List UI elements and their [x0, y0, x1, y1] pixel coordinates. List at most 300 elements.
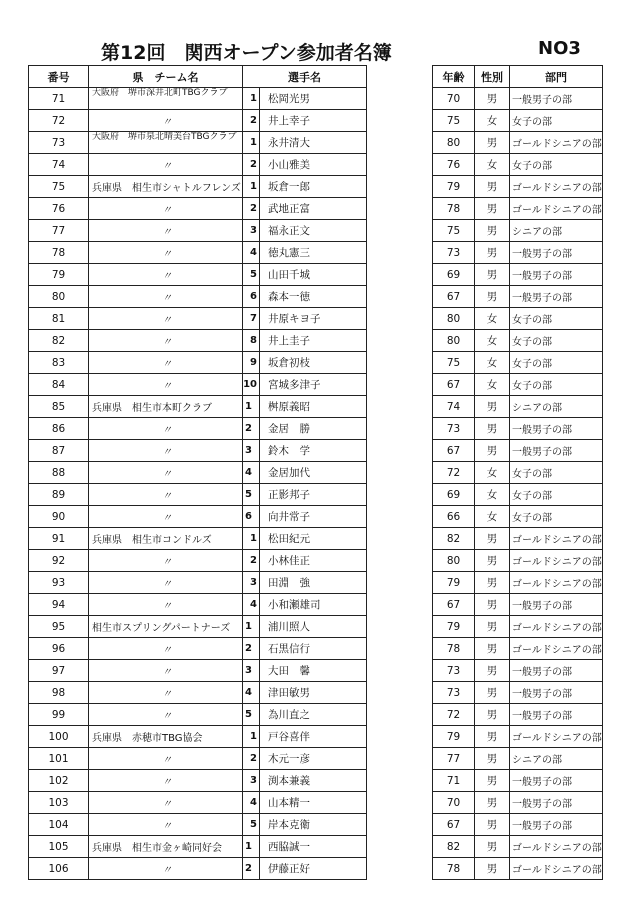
table-row: [433, 110, 603, 132]
player-age: 82: [433, 836, 475, 858]
header-age: 年齢: [433, 66, 475, 88]
player-division: 一般男子の部: [510, 440, 603, 462]
player-name: 浦川照人: [260, 616, 367, 638]
player-age: 79: [433, 176, 475, 198]
team-name: 大阪府 堺市泉北晴美台TBGクラブ: [89, 132, 243, 154]
player-sex: 女: [475, 462, 510, 484]
player-name: 正影邦子: [260, 484, 367, 506]
player-age: 80: [433, 550, 475, 572]
header-num: 番号: [29, 66, 89, 88]
entry-number: 84: [29, 374, 89, 396]
table-row: [433, 572, 603, 594]
entry-number: 73: [29, 132, 89, 154]
player-sex: 男: [475, 748, 510, 770]
team-name: 大阪府 堺市深井北町TBGクラブ: [89, 88, 243, 110]
team-name: 兵庫県 赤穂市TBG協会: [89, 726, 243, 748]
table-header-row: [29, 66, 367, 88]
player-age: 80: [433, 308, 475, 330]
player-age: 80: [433, 330, 475, 352]
player-order: 4: [243, 594, 260, 616]
player-division: 一般男子の部: [510, 682, 603, 704]
player-name: 福永正文: [260, 220, 367, 242]
team-name: 〃: [89, 550, 243, 572]
team-name: 兵庫県 相生市シャトルフレンズ: [89, 176, 243, 198]
player-age: 75: [433, 220, 475, 242]
player-order: 4: [243, 242, 260, 264]
player-age: 67: [433, 814, 475, 836]
table-row: [29, 154, 367, 176]
player-order: 1: [243, 726, 260, 748]
player-division: ゴールドシニアの部: [510, 726, 603, 748]
player-division: ゴールドシニアの部: [510, 550, 603, 572]
player-order: 4: [243, 792, 260, 814]
player-name: 向井常子: [260, 506, 367, 528]
table-row: [433, 462, 603, 484]
table-row: [29, 418, 367, 440]
player-division: ゴールドシニアの部: [510, 132, 603, 154]
table-row: [433, 528, 603, 550]
player-sex: 男: [475, 704, 510, 726]
team-name: 〃: [89, 154, 243, 176]
player-age: 73: [433, 660, 475, 682]
table-row: [433, 308, 603, 330]
table-row: [433, 286, 603, 308]
player-sex: 男: [475, 88, 510, 110]
team-name: 〃: [89, 748, 243, 770]
table-header-row: [433, 66, 603, 88]
player-age: 79: [433, 726, 475, 748]
player-division: 女子の部: [510, 330, 603, 352]
roster-table-right: [432, 65, 603, 880]
player-name: 坂倉初枝: [260, 352, 367, 374]
team-name: 〃: [89, 484, 243, 506]
entry-number: 77: [29, 220, 89, 242]
player-division: ゴールドシニアの部: [510, 616, 603, 638]
player-age: 69: [433, 484, 475, 506]
player-name: 松岡光男: [260, 88, 367, 110]
team-name: 〃: [89, 264, 243, 286]
player-order: 3: [243, 660, 260, 682]
table-row: [29, 748, 367, 770]
player-name: 森本一徳: [260, 286, 367, 308]
player-sex: 女: [475, 110, 510, 132]
header-sex: 性別: [475, 66, 510, 88]
table-row: [433, 660, 603, 682]
player-order: 2: [243, 748, 260, 770]
table-row: [29, 484, 367, 506]
table-row: [29, 330, 367, 352]
entry-number: 78: [29, 242, 89, 264]
player-sex: 男: [475, 242, 510, 264]
team-name: 相生市スプリングパートナーズ: [89, 616, 243, 638]
roster-table-left: [28, 65, 367, 880]
entry-number: 87: [29, 440, 89, 462]
player-division: 女子の部: [510, 462, 603, 484]
player-name: 西脇誠一: [260, 836, 367, 858]
entry-number: 104: [29, 814, 89, 836]
table-row: [29, 770, 367, 792]
player-division: 一般男子の部: [510, 418, 603, 440]
team-name: 〃: [89, 352, 243, 374]
table-row: [29, 616, 367, 638]
player-order: 3: [243, 440, 260, 462]
player-division: 女子の部: [510, 154, 603, 176]
player-sex: 男: [475, 220, 510, 242]
player-age: 79: [433, 616, 475, 638]
player-order: 1: [243, 132, 260, 154]
player-division: 女子の部: [510, 506, 603, 528]
table-row: [433, 484, 603, 506]
player-sex: 男: [475, 440, 510, 462]
player-division: 一般男子の部: [510, 770, 603, 792]
table-row: [29, 352, 367, 374]
player-sex: 男: [475, 198, 510, 220]
player-division: ゴールドシニアの部: [510, 858, 603, 880]
table-row: [433, 154, 603, 176]
table-row: [433, 242, 603, 264]
player-name: 為川直之: [260, 704, 367, 726]
entry-number: 99: [29, 704, 89, 726]
player-name: 鈴木 学: [260, 440, 367, 462]
player-division: シニアの部: [510, 748, 603, 770]
player-sex: 男: [475, 770, 510, 792]
page-number: NO3: [538, 38, 581, 59]
player-name: 宮城多津子: [260, 374, 367, 396]
player-division: 女子の部: [510, 484, 603, 506]
player-division: 一般男子の部: [510, 242, 603, 264]
entry-number: 102: [29, 770, 89, 792]
team-name: 〃: [89, 440, 243, 462]
player-order: 5: [243, 264, 260, 286]
player-age: 72: [433, 462, 475, 484]
player-name: 徳丸憲三: [260, 242, 367, 264]
team-name: 〃: [89, 418, 243, 440]
table-row: [433, 506, 603, 528]
player-sex: 男: [475, 528, 510, 550]
player-division: ゴールドシニアの部: [510, 638, 603, 660]
team-name: 〃: [89, 682, 243, 704]
player-division: 女子の部: [510, 308, 603, 330]
player-age: 78: [433, 638, 475, 660]
player-sex: 男: [475, 616, 510, 638]
table-row: [29, 858, 367, 880]
team-name: 兵庫県 相生市本町クラブ: [89, 396, 243, 418]
player-name: 小山雅美: [260, 154, 367, 176]
player-division: 一般男子の部: [510, 814, 603, 836]
table-row: [433, 594, 603, 616]
player-sex: 男: [475, 550, 510, 572]
player-age: 67: [433, 374, 475, 396]
player-age: 66: [433, 506, 475, 528]
entry-number: 83: [29, 352, 89, 374]
player-name: 坂倉一郎: [260, 176, 367, 198]
team-name: 〃: [89, 374, 243, 396]
player-age: 78: [433, 198, 475, 220]
table-row: [433, 264, 603, 286]
player-sex: 女: [475, 330, 510, 352]
table-row: [29, 726, 367, 748]
player-age: 67: [433, 286, 475, 308]
player-division: 一般男子の部: [510, 704, 603, 726]
player-name: 井上圭子: [260, 330, 367, 352]
player-order: 5: [243, 484, 260, 506]
player-order: 8: [243, 330, 260, 352]
entry-number: 92: [29, 550, 89, 572]
team-name: 〃: [89, 242, 243, 264]
table-row: [433, 726, 603, 748]
player-division: 一般男子の部: [510, 264, 603, 286]
player-sex: 男: [475, 264, 510, 286]
player-age: 73: [433, 418, 475, 440]
player-order: 5: [243, 704, 260, 726]
player-order: 9: [243, 352, 260, 374]
table-row: [29, 308, 367, 330]
table-row: [29, 220, 367, 242]
table-row: [29, 682, 367, 704]
player-division: ゴールドシニアの部: [510, 198, 603, 220]
entry-number: 101: [29, 748, 89, 770]
table-row: [433, 396, 603, 418]
player-name: 田淵 強: [260, 572, 367, 594]
team-name: 〃: [89, 770, 243, 792]
table-row: [29, 462, 367, 484]
player-name: 石黒信行: [260, 638, 367, 660]
table-row: [29, 88, 367, 110]
entry-number: 79: [29, 264, 89, 286]
player-age: 69: [433, 264, 475, 286]
table-row: [433, 792, 603, 814]
entry-number: 100: [29, 726, 89, 748]
entry-number: 105: [29, 836, 89, 858]
table-row: [433, 440, 603, 462]
player-order: 3: [243, 220, 260, 242]
table-row: [29, 440, 367, 462]
table-row: [29, 506, 367, 528]
player-order: 1: [243, 396, 260, 418]
team-name: 〃: [89, 594, 243, 616]
table-row: [29, 814, 367, 836]
player-division: シニアの部: [510, 396, 603, 418]
player-order: 1: [243, 176, 260, 198]
header-team: 県 チーム名: [89, 66, 243, 88]
player-sex: 男: [475, 594, 510, 616]
table-row: [433, 858, 603, 880]
table-row: [29, 110, 367, 132]
table-row: [433, 198, 603, 220]
table-row: [29, 836, 367, 858]
table-row: [29, 242, 367, 264]
team-name: 〃: [89, 462, 243, 484]
table-row: [29, 198, 367, 220]
player-age: 75: [433, 110, 475, 132]
player-name: 武地正富: [260, 198, 367, 220]
player-name: 松田紀元: [260, 528, 367, 550]
table-row: [433, 330, 603, 352]
player-sex: 男: [475, 418, 510, 440]
entry-number: 95: [29, 616, 89, 638]
table-row: [29, 374, 367, 396]
team-name: 〃: [89, 814, 243, 836]
entry-number: 71: [29, 88, 89, 110]
header-player: 選手名: [243, 66, 367, 88]
player-order: 5: [243, 814, 260, 836]
player-division: 一般男子の部: [510, 286, 603, 308]
player-age: 72: [433, 704, 475, 726]
entry-number: 91: [29, 528, 89, 550]
player-name: 岸本克衛: [260, 814, 367, 836]
table-row: [433, 88, 603, 110]
player-sex: 男: [475, 638, 510, 660]
player-sex: 男: [475, 792, 510, 814]
player-age: 80: [433, 132, 475, 154]
player-order: 4: [243, 682, 260, 704]
player-order: 1: [243, 528, 260, 550]
player-order: 2: [243, 198, 260, 220]
team-name: 〃: [89, 220, 243, 242]
player-age: 73: [433, 682, 475, 704]
player-order: 2: [243, 110, 260, 132]
player-age: 82: [433, 528, 475, 550]
team-name: 〃: [89, 704, 243, 726]
player-name: 桝原義昭: [260, 396, 367, 418]
player-sex: 女: [475, 484, 510, 506]
entry-number: 85: [29, 396, 89, 418]
player-age: 75: [433, 352, 475, 374]
entry-number: 86: [29, 418, 89, 440]
player-division: ゴールドシニアの部: [510, 528, 603, 550]
entry-number: 76: [29, 198, 89, 220]
player-name: 井原キヨ子: [260, 308, 367, 330]
player-name: 金居 勝: [260, 418, 367, 440]
team-name: 〃: [89, 792, 243, 814]
entry-number: 106: [29, 858, 89, 880]
team-name: 〃: [89, 858, 243, 880]
player-name: 井上幸子: [260, 110, 367, 132]
team-name: 〃: [89, 506, 243, 528]
player-age: 79: [433, 572, 475, 594]
player-sex: 男: [475, 858, 510, 880]
player-sex: 女: [475, 352, 510, 374]
team-name: 〃: [89, 638, 243, 660]
player-order: 3: [243, 770, 260, 792]
player-age: 70: [433, 792, 475, 814]
table-row: [433, 836, 603, 858]
player-sex: 女: [475, 506, 510, 528]
player-age: 71: [433, 770, 475, 792]
player-sex: 女: [475, 374, 510, 396]
team-name: 〃: [89, 286, 243, 308]
table-row: [29, 660, 367, 682]
player-name: 山本精一: [260, 792, 367, 814]
player-sex: 男: [475, 836, 510, 858]
player-name: 山田千城: [260, 264, 367, 286]
table-row: [29, 572, 367, 594]
player-order: 7: [243, 308, 260, 330]
player-order: 2: [243, 638, 260, 660]
player-division: 女子の部: [510, 110, 603, 132]
player-name: 金居加代: [260, 462, 367, 484]
header-division: 部門: [510, 66, 603, 88]
table-row: [433, 220, 603, 242]
player-order: 1: [243, 88, 260, 110]
player-division: 一般男子の部: [510, 594, 603, 616]
player-name: 渕本兼義: [260, 770, 367, 792]
entry-number: 74: [29, 154, 89, 176]
team-name: 〃: [89, 110, 243, 132]
entry-number: 75: [29, 176, 89, 198]
player-division: ゴールドシニアの部: [510, 176, 603, 198]
table-row: [29, 176, 367, 198]
team-name: 〃: [89, 660, 243, 682]
player-name: 小和瀬雄司: [260, 594, 367, 616]
player-division: シニアの部: [510, 220, 603, 242]
player-order: 2: [243, 858, 260, 880]
player-division: 一般男子の部: [510, 88, 603, 110]
player-division: 女子の部: [510, 352, 603, 374]
team-name: 兵庫県 相生市コンドルズ: [89, 528, 243, 550]
entry-number: 80: [29, 286, 89, 308]
player-sex: 男: [475, 814, 510, 836]
table-row: [29, 704, 367, 726]
player-order: 4: [243, 462, 260, 484]
player-order: 2: [243, 154, 260, 176]
team-name: 〃: [89, 198, 243, 220]
player-sex: 男: [475, 396, 510, 418]
table-row: [29, 132, 367, 154]
player-order: 2: [243, 418, 260, 440]
player-age: 77: [433, 748, 475, 770]
entry-number: 89: [29, 484, 89, 506]
table-row: [433, 770, 603, 792]
player-sex: 男: [475, 132, 510, 154]
player-division: 一般男子の部: [510, 660, 603, 682]
player-division: ゴールドシニアの部: [510, 836, 603, 858]
entry-number: 88: [29, 462, 89, 484]
player-order: 2: [243, 550, 260, 572]
player-order: 1: [243, 616, 260, 638]
team-name: 〃: [89, 330, 243, 352]
entry-number: 72: [29, 110, 89, 132]
table-row: [433, 132, 603, 154]
page-title: 第12回 関西オープン参加者名簿: [101, 42, 392, 64]
table-row: [29, 286, 367, 308]
player-name: 伊藤正好: [260, 858, 367, 880]
player-sex: 女: [475, 308, 510, 330]
player-age: 67: [433, 594, 475, 616]
player-sex: 男: [475, 286, 510, 308]
table-row: [433, 352, 603, 374]
player-order: 10: [243, 374, 260, 396]
player-division: 女子の部: [510, 374, 603, 396]
entry-number: 90: [29, 506, 89, 528]
player-age: 74: [433, 396, 475, 418]
player-sex: 男: [475, 176, 510, 198]
team-name: 〃: [89, 572, 243, 594]
table-row: [29, 594, 367, 616]
entry-number: 93: [29, 572, 89, 594]
table-row: [433, 418, 603, 440]
entry-number: 96: [29, 638, 89, 660]
table-row: [433, 550, 603, 572]
player-sex: 男: [475, 726, 510, 748]
player-division: ゴールドシニアの部: [510, 572, 603, 594]
player-age: 67: [433, 440, 475, 462]
table-row: [433, 374, 603, 396]
player-order: 1: [243, 836, 260, 858]
table-row: [29, 264, 367, 286]
entry-number: 82: [29, 330, 89, 352]
table-row: [433, 814, 603, 836]
